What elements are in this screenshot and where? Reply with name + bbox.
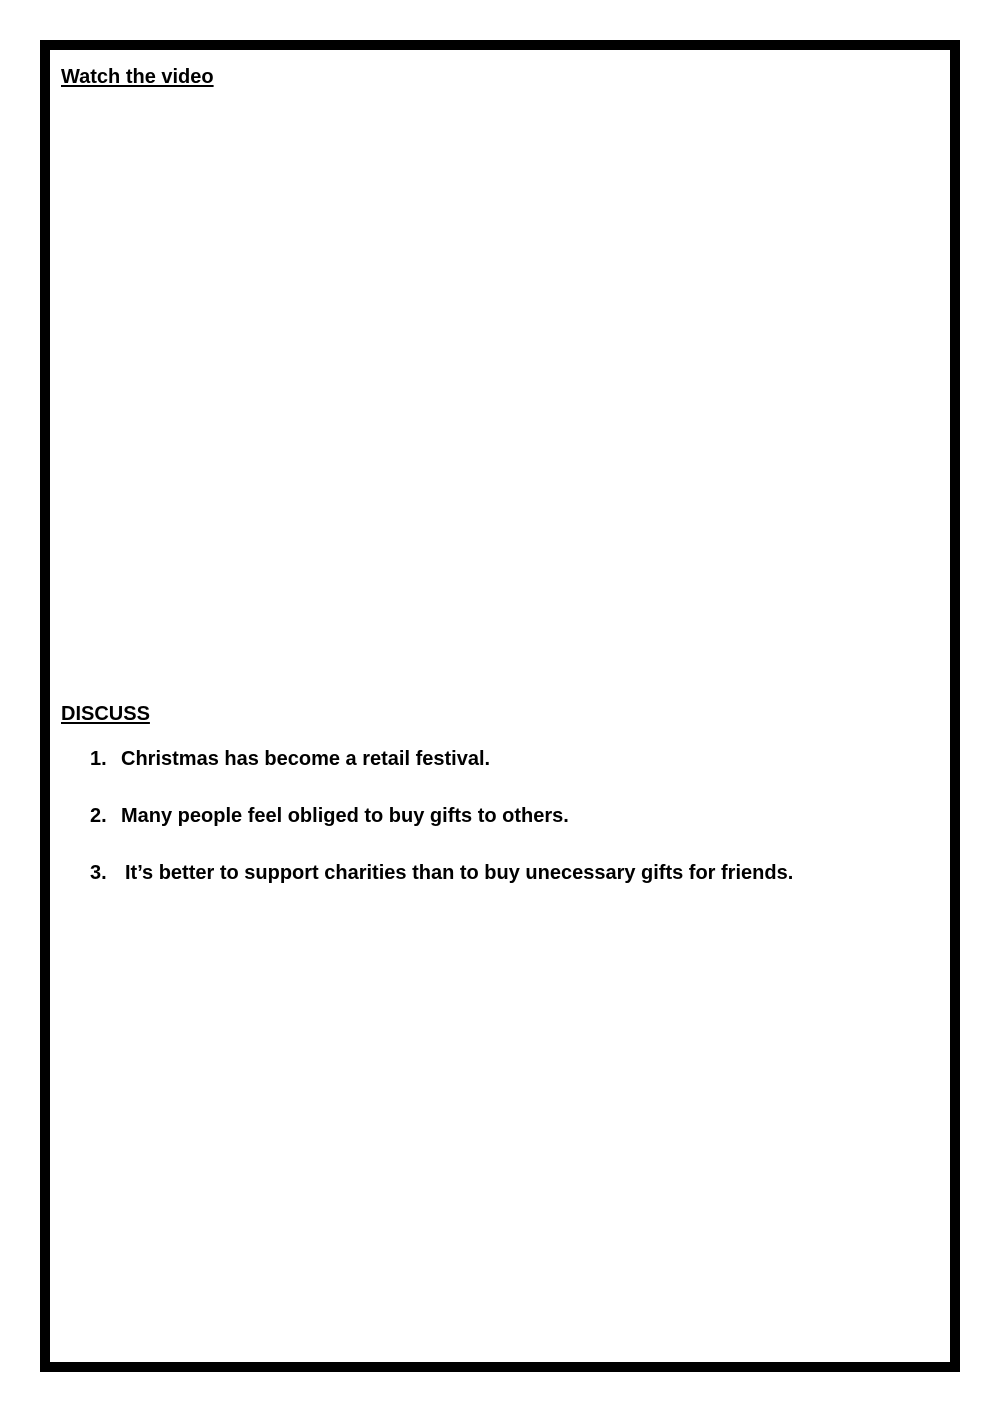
- discussion-item-text: It’s better to support charities than to buy unecessary gifts for friends.: [125, 862, 794, 884]
- discussion-item-number: 3.: [90, 862, 107, 884]
- discussion-item-number: 1.: [90, 748, 107, 770]
- discussion-item-number: 2.: [90, 805, 107, 827]
- worksheet-page: [40, 40, 960, 1372]
- discuss-heading: DISCUSS: [61, 703, 150, 725]
- discussion-item-text: Many people feel obliged to buy gifts to others.: [121, 805, 569, 827]
- watch-video-heading: Watch the video: [61, 66, 214, 88]
- discussion-item-text: Christmas has become a retail festival.: [121, 748, 491, 770]
